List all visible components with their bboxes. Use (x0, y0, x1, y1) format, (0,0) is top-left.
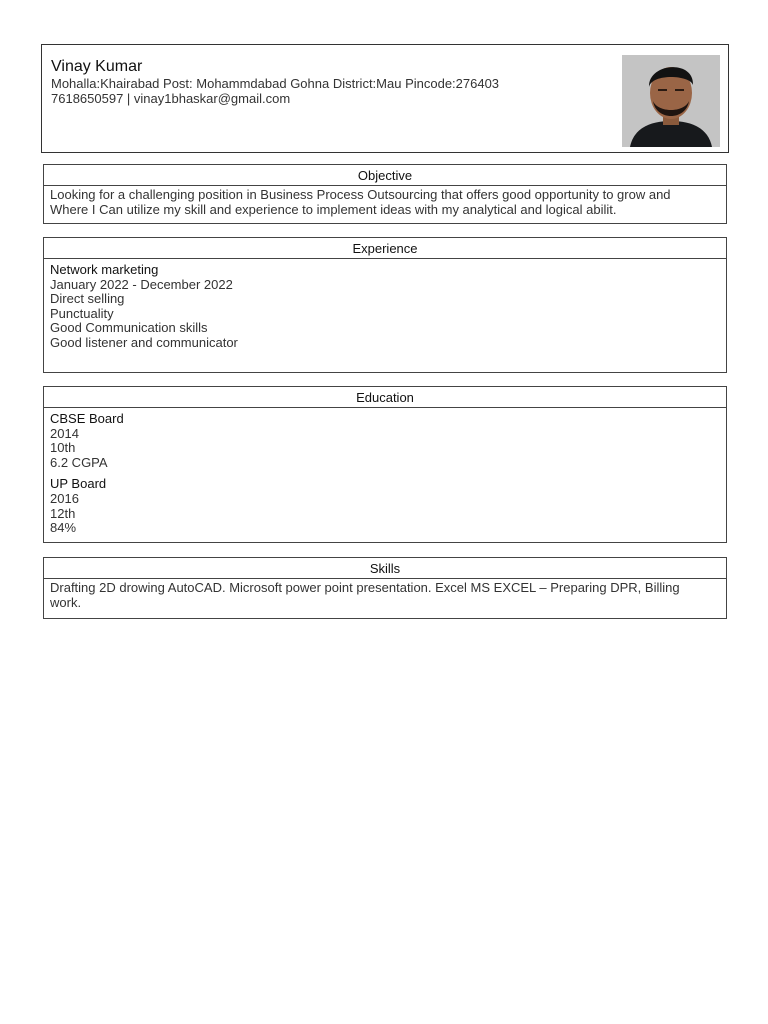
education-year: 2016 (50, 490, 79, 506)
objective-title: Objective (44, 165, 726, 186)
experience-point: Direct selling (50, 291, 125, 307)
experience-period: January 2022 - December 2022 (50, 276, 233, 292)
education-score: 6.2 CGPA (50, 454, 108, 470)
education-level: 12th (50, 505, 76, 521)
objective-line: Where I Can utilize my skill and experience to implement ideas with my analytical and logical abilit. (50, 201, 617, 217)
skills-section (43, 557, 727, 619)
profile-photo (622, 55, 720, 147)
objective-body (44, 186, 726, 217)
experience-point: Good listener and communicator (50, 334, 238, 350)
education-score: 84% (50, 520, 77, 536)
experience-point: Good Communication skills (50, 320, 208, 336)
skills-body (44, 579, 726, 610)
education-section (43, 386, 727, 543)
header-box (41, 44, 729, 153)
skills-line: Drafting 2D drowing AutoCAD. Microsoft power point presentation. Excel MS EXCEL – Preparing DPR, Billing (50, 580, 680, 595)
profile-photo-portrait (622, 55, 720, 147)
experience-section (43, 237, 727, 373)
candidate-contact: 7618650597 | vinay1bhaskar@gmail.com (51, 91, 291, 106)
education-body (44, 408, 726, 536)
experience-body (44, 259, 726, 351)
objective-line: Looking for a challenging position in Business Process Outsourcing that offers good opportunity to grow and (50, 187, 671, 202)
objective-section (43, 164, 727, 224)
skills-line: work. (50, 594, 82, 610)
candidate-name: Vinay Kumar (51, 58, 143, 75)
education-level: 10th (50, 440, 76, 456)
experience-role: Network marketing (50, 262, 159, 277)
skills-title: Skills (44, 558, 726, 579)
education-year: 2014 (50, 425, 79, 441)
candidate-address: Mohalla:Khairabad Post: Mohammdabad Gohna District:Mau Pincode:276403 (51, 76, 500, 91)
experience-title: Experience (44, 238, 726, 259)
education-board: CBSE Board (50, 411, 124, 426)
experience-point: Punctuality (50, 305, 114, 321)
education-title: Education (44, 387, 726, 408)
education-board: UP Board (50, 476, 107, 492)
